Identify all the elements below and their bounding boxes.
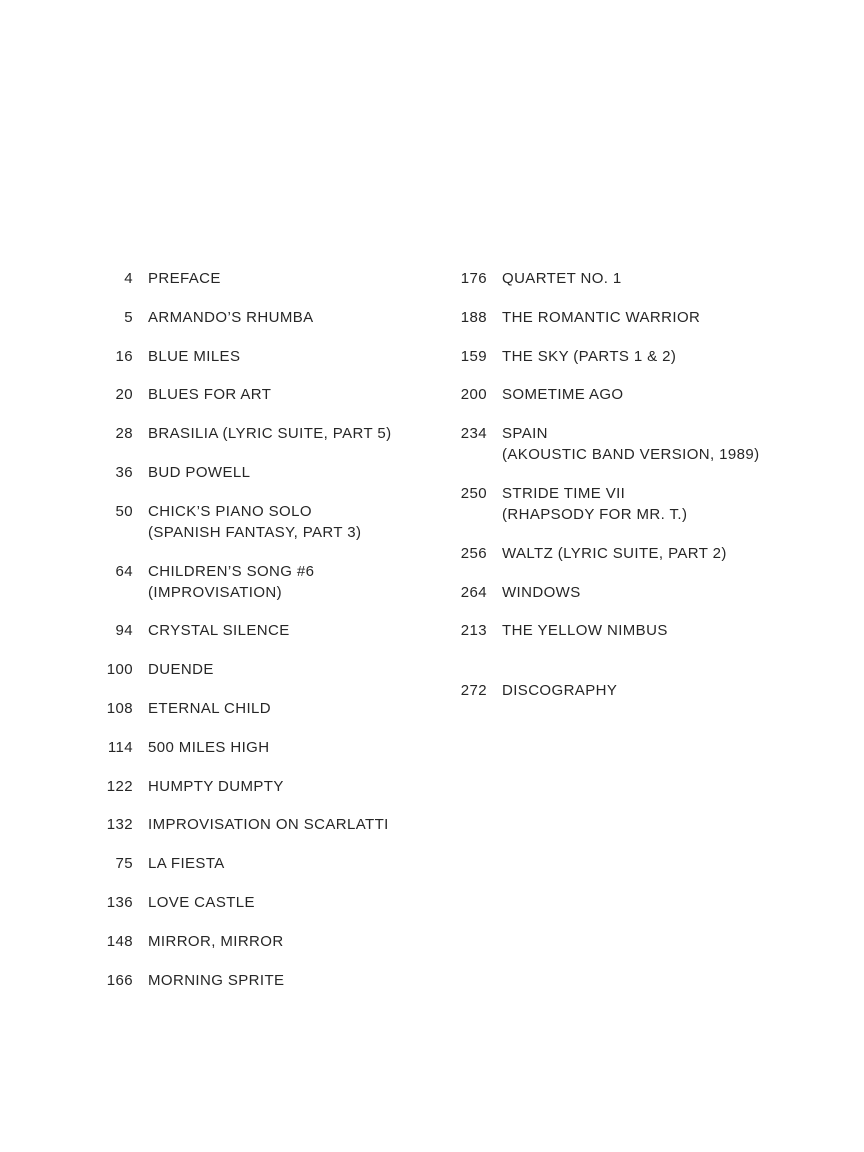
toc-entry-text bbox=[148, 561, 314, 603]
toc-page-number: 108 bbox=[106, 699, 133, 717]
toc-page-number: 75 bbox=[115, 855, 133, 873]
toc-entry bbox=[98, 737, 391, 758]
toc-page-number: 234 bbox=[460, 425, 487, 443]
toc-entry-text bbox=[502, 483, 687, 525]
toc-entry-text bbox=[502, 620, 668, 641]
toc-entry bbox=[449, 268, 760, 289]
toc-page-number: 5 bbox=[124, 308, 133, 326]
toc-entry-text bbox=[148, 698, 271, 719]
toc-entry-text bbox=[502, 680, 617, 701]
toc-left-column bbox=[98, 268, 391, 1008]
toc-entry bbox=[98, 423, 391, 444]
toc-page-number: 264 bbox=[460, 583, 487, 601]
toc-entry-text bbox=[502, 307, 700, 328]
toc-page-number: 122 bbox=[106, 777, 133, 795]
toc-entry bbox=[98, 659, 391, 680]
toc-entry-title: ARMANDO’S RHUMBA bbox=[148, 308, 314, 326]
toc-entry-text bbox=[148, 853, 225, 874]
toc-entry-text bbox=[148, 268, 221, 289]
toc-entry bbox=[449, 423, 760, 465]
toc-page-number: 148 bbox=[106, 932, 133, 950]
toc-entry-title: MORNING SPRITE bbox=[148, 971, 285, 989]
toc-entry-title: SPAIN bbox=[502, 425, 548, 443]
toc-entry-text bbox=[148, 620, 290, 641]
toc-right-column bbox=[449, 268, 760, 719]
toc-page-number: 213 bbox=[460, 622, 487, 640]
toc-entry-text bbox=[148, 931, 284, 952]
toc-entry bbox=[98, 384, 391, 405]
toc-entry bbox=[98, 698, 391, 719]
toc-page-number: 114 bbox=[107, 738, 133, 756]
toc-page-number: 36 bbox=[115, 463, 133, 481]
toc-entry-title: STRIDE TIME VII bbox=[502, 484, 626, 502]
toc-entry-title: 500 MILES HIGH bbox=[148, 738, 270, 756]
toc-entry-title: LOVE CASTLE bbox=[148, 893, 255, 911]
toc-entry-text bbox=[502, 268, 622, 289]
toc-entry-text bbox=[148, 501, 361, 543]
toc-page-number: 200 bbox=[460, 386, 487, 404]
toc-entry-text bbox=[148, 892, 255, 913]
toc-entry-title: BLUES FOR ART bbox=[148, 386, 272, 404]
toc-entry bbox=[449, 620, 760, 641]
toc-page-number: 132 bbox=[106, 816, 133, 834]
toc-page-number: 100 bbox=[106, 661, 133, 679]
toc-entry bbox=[98, 620, 391, 641]
toc-entry-title: THE YELLOW NIMBUS bbox=[502, 622, 668, 640]
toc-entry-text bbox=[148, 307, 314, 328]
toc-entry bbox=[449, 307, 760, 328]
toc-entry-text bbox=[148, 346, 240, 367]
toc-entry bbox=[449, 346, 760, 367]
toc-entry-title: DUENDE bbox=[148, 661, 214, 679]
toc-entry bbox=[98, 931, 391, 952]
toc-entry-title: BUD POWELL bbox=[148, 463, 251, 481]
toc-entry bbox=[98, 853, 391, 874]
toc-entry-title: CHICK’S PIANO SOLO bbox=[148, 502, 312, 520]
toc-entry bbox=[98, 307, 391, 328]
toc-page-number: 20 bbox=[115, 386, 133, 404]
toc-page-number: 159 bbox=[460, 347, 487, 365]
toc-entry-text bbox=[148, 659, 214, 680]
toc-entry-title: DISCOGRAPHY bbox=[502, 682, 618, 700]
toc-page-number: 16 bbox=[115, 347, 133, 365]
toc-page-number: 94 bbox=[115, 622, 133, 640]
toc-entry-title: MIRROR, MIRROR bbox=[148, 932, 284, 950]
toc-entry-subtitle: (RHAPSODY FOR MR. T.) bbox=[502, 505, 688, 523]
toc-entry-title: PREFACE bbox=[148, 270, 221, 287]
toc-entry bbox=[98, 970, 391, 991]
toc-entry-text bbox=[148, 384, 271, 405]
toc-entry bbox=[449, 483, 760, 525]
toc-page-number: 256 bbox=[460, 544, 487, 562]
toc-entry-text bbox=[502, 384, 623, 405]
toc-entry bbox=[449, 680, 760, 701]
toc-entry bbox=[98, 346, 391, 367]
toc-entry bbox=[449, 384, 760, 405]
toc-entry-text bbox=[148, 423, 391, 444]
toc-entry-title: BLUE MILES bbox=[148, 347, 241, 365]
toc-entry-text bbox=[502, 346, 676, 367]
toc-page-number: 250 bbox=[460, 484, 487, 502]
toc-page-number: 28 bbox=[115, 425, 133, 443]
toc-entry-title: LA FIESTA bbox=[148, 855, 225, 873]
toc-entry-title: HUMPTY DUMPTY bbox=[148, 777, 284, 795]
toc-entry-text bbox=[502, 543, 727, 564]
toc-page-number: 188 bbox=[460, 308, 487, 326]
toc-page-number: 166 bbox=[106, 971, 133, 989]
toc-entry-title: QUARTET NO. 1 bbox=[502, 270, 622, 287]
toc-entry-subtitle: (IMPROVISATION) bbox=[148, 583, 283, 601]
toc-entry-title: IMPROVISATION ON SCARLATTI bbox=[148, 816, 389, 834]
toc-entry-title: BRASILIA (LYRIC SUITE, PART 5) bbox=[148, 425, 392, 443]
toc-entry bbox=[98, 462, 391, 483]
toc-entry-title: THE ROMANTIC WARRIOR bbox=[502, 308, 701, 326]
toc-entry-title: SOMETIME AGO bbox=[502, 386, 624, 404]
toc-entry bbox=[98, 501, 391, 543]
toc-entry-text bbox=[148, 776, 284, 797]
toc-entry-text bbox=[148, 814, 389, 835]
toc-entry bbox=[449, 543, 760, 564]
toc-entry-title: CHILDREN’S SONG #6 bbox=[148, 562, 315, 580]
toc-entry-title: THE SKY (PARTS 1 & 2) bbox=[502, 347, 677, 365]
toc-entry-text bbox=[148, 970, 284, 991]
toc-entry-title: WINDOWS bbox=[502, 583, 581, 601]
toc-entry-text bbox=[148, 737, 269, 758]
toc-entry-text bbox=[502, 582, 581, 603]
toc-entry-subtitle: (SPANISH FANTASY, PART 3) bbox=[148, 523, 362, 541]
toc-entry bbox=[98, 814, 391, 835]
toc-entry-subtitle: (AKOUSTIC BAND VERSION, 1989) bbox=[502, 446, 760, 464]
toc-entry bbox=[449, 582, 760, 603]
toc-entry-title: WALTZ (LYRIC SUITE, PART 2) bbox=[502, 544, 727, 562]
toc-entry bbox=[98, 776, 391, 797]
toc-entry bbox=[98, 268, 391, 289]
toc-entry-title: CRYSTAL SILENCE bbox=[148, 622, 290, 640]
toc-entry-title: ETERNAL CHILD bbox=[148, 699, 272, 717]
toc-entry bbox=[98, 892, 391, 913]
toc-entry-text bbox=[148, 462, 250, 483]
toc-page-number: 4 bbox=[124, 270, 133, 287]
toc-page-number: 50 bbox=[115, 502, 133, 520]
toc-page-number: 272 bbox=[460, 682, 487, 700]
toc-page-number: 136 bbox=[106, 893, 133, 911]
toc-entry-text bbox=[502, 423, 760, 465]
toc-entry bbox=[98, 561, 391, 603]
toc-page-number: 176 bbox=[460, 270, 487, 287]
toc-page-number: 64 bbox=[115, 562, 133, 580]
